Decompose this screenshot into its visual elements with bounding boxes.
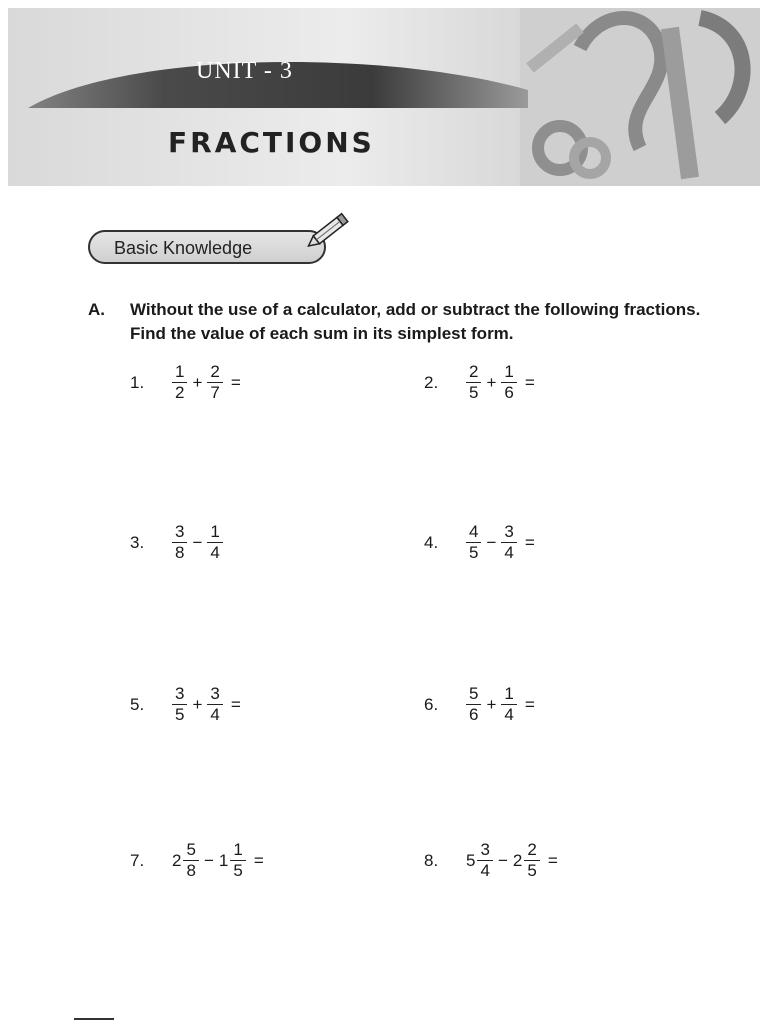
denominator: 4 [504, 705, 514, 724]
problem-number: 5. [130, 694, 145, 714]
footer-rule [74, 1018, 114, 1020]
denominator: 8 [186, 861, 196, 880]
problem-expression [170, 840, 264, 881]
fraction [183, 840, 198, 881]
whole-part: 2 [512, 850, 523, 870]
denominator: 2 [175, 383, 185, 402]
fraction [207, 362, 222, 403]
numerator: 2 [524, 840, 539, 861]
unit-banner [8, 8, 760, 186]
denominator: 5 [233, 861, 243, 880]
equals-sign: = [524, 694, 535, 714]
numerator: 3 [501, 522, 516, 543]
equals-sign: = [524, 372, 535, 392]
numerator: 3 [172, 684, 187, 705]
whole-part: 1 [218, 850, 229, 870]
fraction [466, 684, 481, 725]
equals-sign: = [230, 372, 241, 392]
fraction [466, 362, 481, 403]
numerator: 3 [207, 684, 222, 705]
fraction [466, 522, 481, 563]
whole-part: 5 [466, 850, 476, 870]
fraction [477, 840, 492, 881]
problem-number: 7. [130, 850, 145, 870]
problem-expression [170, 362, 241, 403]
problem-expression [170, 522, 225, 563]
equals-sign: = [547, 850, 558, 870]
fraction [172, 684, 187, 725]
denominator: 5 [175, 705, 185, 724]
problem-number: 6. [424, 694, 439, 714]
denominator: 4 [210, 543, 220, 562]
fraction [501, 362, 516, 403]
section-instruction: Without the use of a calculator, add or subtract the following fractions. Find the value of each sum in its simplest form. [130, 300, 701, 343]
whole-part: 2 [172, 850, 182, 870]
numerator: 3 [477, 840, 492, 861]
numerator: 1 [501, 684, 516, 705]
fraction [501, 684, 516, 725]
fraction [207, 522, 222, 563]
problem-4 [424, 522, 535, 563]
numerator: 1 [207, 522, 222, 543]
equals-sign: = [253, 850, 264, 870]
fraction [501, 522, 516, 563]
operator: + [192, 694, 203, 714]
denominator: 7 [210, 383, 220, 402]
operator: − [192, 532, 203, 552]
numerator: 3 [172, 522, 187, 543]
numerator: 5 [466, 684, 481, 705]
problem-expression [464, 362, 535, 403]
denominator: 4 [210, 705, 220, 724]
denominator: 5 [469, 383, 479, 402]
pencil-icon [302, 212, 354, 252]
operator: − [203, 850, 214, 870]
page-title: FRACTIONS [168, 126, 375, 159]
fraction [230, 840, 245, 881]
problem-1 [130, 362, 241, 403]
fraction [524, 840, 539, 881]
operator: + [486, 372, 497, 392]
operator: + [486, 694, 497, 714]
problem-7 [130, 840, 264, 881]
equals-sign: = [524, 532, 535, 552]
fraction [172, 522, 187, 563]
denominator: 6 [504, 383, 514, 402]
problem-5 [130, 684, 241, 725]
decorative-numerals-graphic [520, 8, 760, 186]
numerator: 2 [207, 362, 222, 383]
problem-expression [464, 522, 535, 563]
equals-sign: = [230, 694, 241, 714]
problem-number: 8. [424, 850, 439, 870]
problem-number: 2. [424, 372, 439, 392]
numerator: 2 [466, 362, 481, 383]
numerator: 1 [172, 362, 187, 383]
problem-expression [464, 684, 535, 725]
basic-knowledge-badge [88, 230, 326, 264]
problem-8 [424, 840, 558, 881]
problem-number: 1. [130, 372, 145, 392]
problem-number: 4. [424, 532, 439, 552]
operator: − [497, 850, 508, 870]
fraction [207, 684, 222, 725]
problem-3 [130, 522, 225, 563]
numerator: 5 [183, 840, 198, 861]
problem-expression [464, 840, 558, 881]
problem-number: 3. [130, 532, 145, 552]
denominator: 6 [469, 705, 479, 724]
problem-2 [424, 362, 535, 403]
problem-6 [424, 684, 535, 725]
badge-label: Basic Knowledge [114, 238, 253, 258]
denominator: 8 [175, 543, 185, 562]
numerator: 4 [466, 522, 481, 543]
section-letter: A. [88, 300, 105, 319]
numerator: 1 [230, 840, 245, 861]
unit-label: UNIT - 3 [196, 58, 293, 84]
problem-expression [170, 684, 241, 725]
fraction [172, 362, 187, 403]
denominator: 4 [480, 861, 490, 880]
numerator: 1 [501, 362, 516, 383]
denominator: 5 [469, 543, 479, 562]
operator: + [192, 372, 203, 392]
denominator: 5 [527, 861, 537, 880]
denominator: 4 [504, 543, 514, 562]
operator: − [486, 532, 497, 552]
